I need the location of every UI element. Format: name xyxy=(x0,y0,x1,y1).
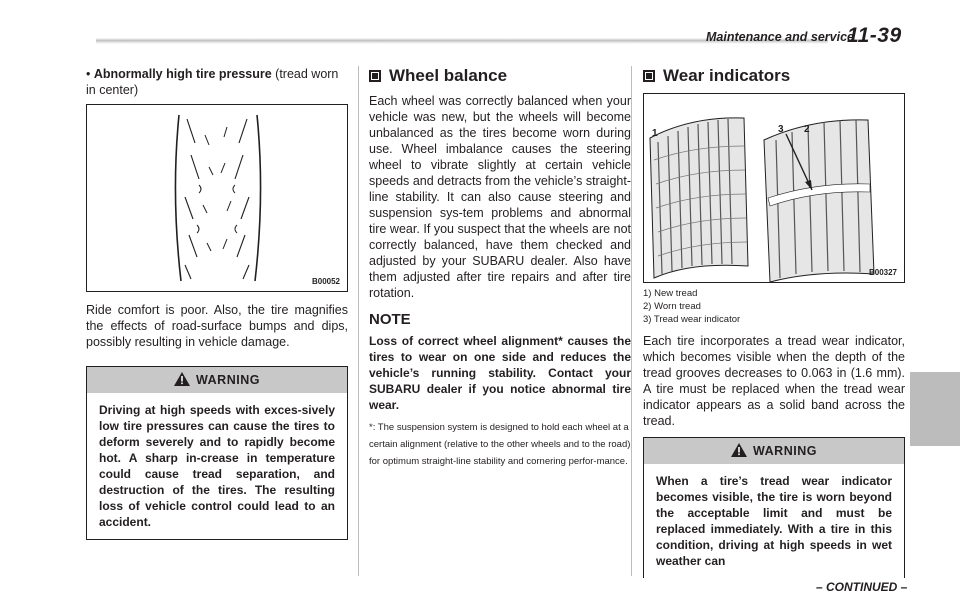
bullet-item xyxy=(86,66,348,98)
figure-code: B00052 xyxy=(311,277,340,286)
left-column xyxy=(86,66,348,540)
note-text: Loss of correct wheel alignment* causes the tires to wear on one side and reduces the vehicle’s running stability. Contact your SUBARU dealer if you notice abnormal tire wear. xyxy=(369,334,631,412)
footnote: *: The suspension system is designed to hold each wheel at a certain alignment (relative to the other wheels and to the road) for optimum straight-line stability and cornering perfor-mance. xyxy=(369,422,631,467)
warning-box xyxy=(643,437,905,578)
caption-item: 2) Worn tread xyxy=(643,301,701,312)
section-marker-icon xyxy=(369,70,381,82)
section-marker-icon xyxy=(643,70,655,82)
warning-header xyxy=(644,438,904,464)
tire-wear-figure xyxy=(86,104,348,292)
bullet-label: Abnormally high tire pressure xyxy=(93,67,272,81)
bullet-rest: (tread worn in center) xyxy=(86,67,339,97)
wear-indicator-figure xyxy=(643,93,905,283)
warning-box xyxy=(86,366,348,540)
paragraph: Each tire incorporates a tread wear indicator, which becomes visible when the depth of the tread grooves decreases to 0.063 in (1.6 mm). A tire must be replaced when the tread wear indicator appears as a solid band across the tread. xyxy=(643,334,905,428)
right-column xyxy=(643,66,905,578)
warning-header xyxy=(87,367,347,393)
figure-label-2: 2 xyxy=(804,124,810,135)
warning-label: WARNING xyxy=(753,444,817,458)
paragraph: Ride comfort is poor. Also, the tire magnifies the effects of road-surface bumps and dips, possibly resulting in vehicle damage. xyxy=(86,303,348,349)
note-title: NOTE xyxy=(369,311,411,328)
section-heading-text: Wheel balance xyxy=(389,66,508,85)
page-number: 11-39 xyxy=(847,24,902,47)
caption-item: 1) New tread xyxy=(643,288,698,299)
figure-code: B00327 xyxy=(868,268,897,277)
section-heading xyxy=(643,66,905,86)
warning-text: Driving at high speeds with exces-sively low tire pressures can cause the tires to deform severely and to rapidly become hot. A sharp in-crease in temperature could cause tread separation, and destruction of the tires. The resulting loss of vehicle control could lead to an accident. xyxy=(99,403,335,529)
middle-column xyxy=(369,66,631,470)
chapter-thumb-tab xyxy=(910,372,960,446)
column-divider xyxy=(358,66,359,576)
section-heading xyxy=(369,66,631,86)
warning-label: WARNING xyxy=(196,373,260,387)
paragraph: Each wheel was correctly balanced when your vehicle was new, but the wheels will become unbalanced as the tires become worn during use. Wheel imbalance causes the steering wheel to vibrate slightly at certain vehicle speeds and detracts from the vehicle’s straight-line stability. It can also cause steering and suspension sys-tem problems and abnormal tire wear. If you suspect that the wheels are not correctly balanced, have them checked and adjusted by your SUBARU dealer. Also have them adjusted after tire repairs and after tire rotation. xyxy=(369,94,631,300)
tire-illustration xyxy=(87,105,348,292)
column-divider xyxy=(631,66,632,576)
bullet-dot: • xyxy=(86,67,94,81)
tread-illustration xyxy=(644,94,905,283)
figure-captions xyxy=(643,287,905,326)
figure-label-3: 3 xyxy=(778,124,784,135)
continued-label: – CONTINUED – xyxy=(816,580,908,594)
warning-text: When a tire’s tread wear indicator becomes visible, the tire is worn beyond the acceptable limit and must be replaced immediately. With a tire in this condition, driving at high speeds in wet weather can xyxy=(656,474,892,568)
warning-icon xyxy=(174,372,190,389)
figure-label-1: 1 xyxy=(652,128,658,139)
section-heading-text: Wear indicators xyxy=(663,66,791,85)
caption-item: 3) Tread wear indicator xyxy=(643,314,741,325)
header-section-title: Maintenance and service xyxy=(706,30,854,44)
warning-icon xyxy=(731,443,747,460)
